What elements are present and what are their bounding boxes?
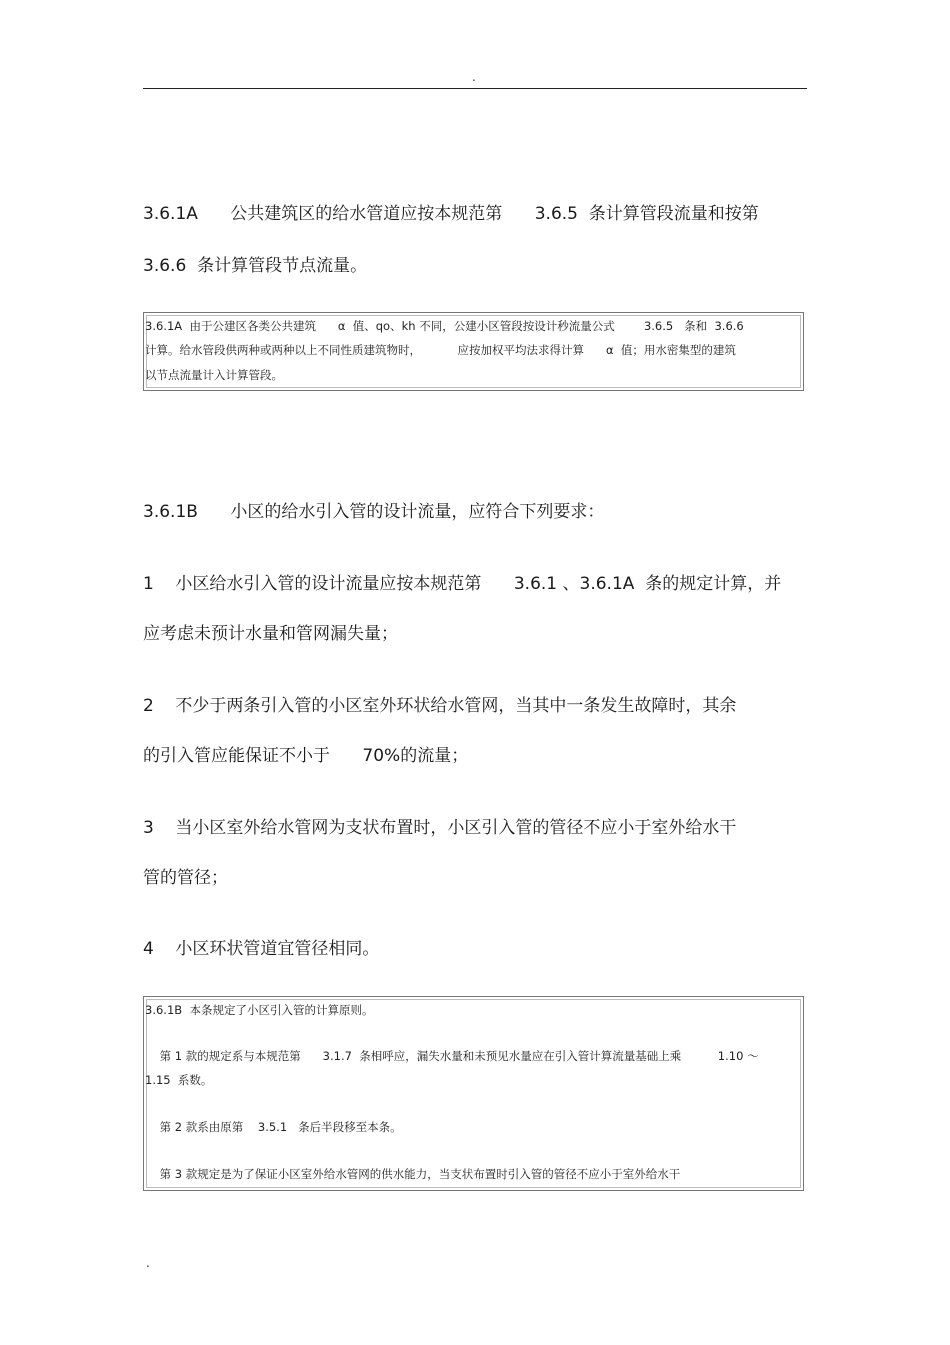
item2-line2: 的引入管应能保证不小于 70%的流量； xyxy=(143,746,469,766)
clause-361a-line2: 3.6.6 条计算管段节点流量。 xyxy=(143,256,368,276)
header-dot: . xyxy=(472,70,476,84)
note-361b-line4: 第 2 款系由原第 3.5.1 条后半段移至本条。 xyxy=(145,1120,402,1134)
item4-line1: 4 小区环状管道宜管径相同。 xyxy=(143,939,380,959)
item3-line2: 管的管径； xyxy=(143,868,228,888)
item1-line2: 应考虑未预计水量和管网漏失量； xyxy=(143,624,398,644)
note-361b-line2: 第 1 款的规定系与本规范第 3.1.7 条相呼应，漏失水量和未预见水量应在引入管计算流量基础上乘 1.10 ～ xyxy=(145,1049,759,1063)
item3-line1: 3 当小区室外给水管网为支状布置时，小区引入管的管径不应小于室外给水干 xyxy=(143,818,737,838)
header-rule xyxy=(143,88,807,89)
note-361b-line3: 1.15 系数。 xyxy=(145,1073,213,1087)
footer-dot: . xyxy=(146,1256,150,1270)
clause-361a-line1: 3.6.1A 公共建筑区的给水管道应按本规范第 3.6.5 条计算管段流量和按第 xyxy=(143,204,759,224)
item1-line1: 1 小区给水引入管的设计流量应按本规范第 3.6.1 、3.6.1A 条的规定计算，并 xyxy=(143,574,782,594)
note-361b-line5: 第 3 款规定是为了保证小区室外给水管网的供水能力，当支状布置时引入管的管径不应小于室外给水干 xyxy=(145,1167,681,1181)
note-box-361a xyxy=(143,312,804,391)
note-361a-line2: 计算。给水管段供两种或两种以上不同性质建筑物时， 应按加权平均法求得计算 α 值；用水密集型的建筑 xyxy=(145,343,736,357)
note-box-361b xyxy=(143,996,804,1191)
clause-361b-title: 3.6.1B 小区的给水引入管的设计流量，应符合下列要求： xyxy=(143,502,605,522)
item2-line1: 2 不少于两条引入管的小区室外环状给水管网，当其中一条发生故障时，其余 xyxy=(143,696,737,716)
note-361a-line3: 以节点流量计入计算管段。 xyxy=(145,368,283,382)
note-361b-line1: 3.6.1B 本条规定了小区引入管的计算原则。 xyxy=(145,1003,374,1017)
note-361a-line1: 3.6.1A 由于公建区各类公共建筑 α 值、qo、kh 不同，公建小区管段按设计秒流量公式 3.6.5 条和 3.6.6 xyxy=(145,319,744,333)
